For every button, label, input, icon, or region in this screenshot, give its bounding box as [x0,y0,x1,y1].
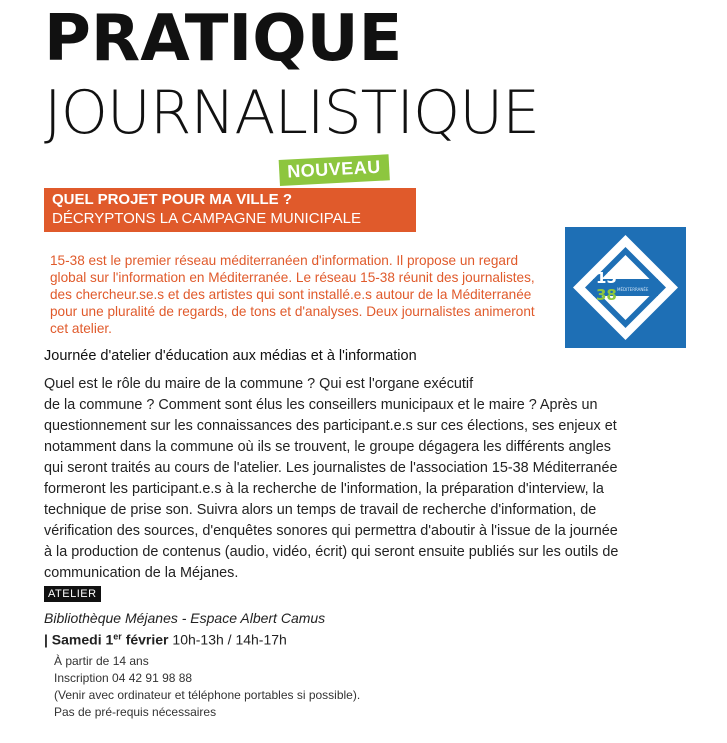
body-line: communication de la Méjanes. [44,565,239,581]
date-suffix: er [113,631,122,641]
body-line: notamment dans la commune où ils se trouvent, le groupe dégagera les différents angles [44,439,611,455]
description-body [44,374,704,584]
body-line: questionnement sur les connaissances des participant.e.s sur ces élections, ses enjeux et [44,418,617,434]
logo-number-15: 15 [596,269,617,287]
body-line: de la commune ? Comment sont élus les conseillers municipaux et le maire ? Après un [44,397,598,413]
detail-age: À partir de 14 ans [54,654,149,668]
date-month: février [121,631,169,648]
new-badge: NOUVEAU [279,154,390,186]
category-tag: ATELIER [44,586,101,602]
page-title-line2: JOURNALISTIQUE [44,78,540,148]
logo-15-38-icon [565,227,686,348]
intro-text: 15-38 est le premier réseau méditerranéen d'information. Il propose un regard global sur l'information en Méditerranée. Le réseau 15-38 réunit des journalistes, des chercheur.se.s et des artistes qui sont installé.e.s autour de la Méditerranée pour une pluralité de regards, de tons et d'analyses. Deux journalistes animeront cet atelier. [50,253,535,336]
banner-subtitle: DÉCRYPTONS LA CAMPAGNE MUNICIPALE [52,210,361,227]
event-date [44,631,287,648]
page-title-line1: PRATIQUE [44,2,403,76]
logo-number-38: 38 [596,286,617,304]
banner-title: QUEL PROJET POUR MA VILLE ? [52,191,293,208]
event-location: Bibliothèque Méjanes - Espace Albert Camus [44,610,326,626]
section-subheading: Journée d'atelier d'éducation aux médias et à l'information [44,348,417,364]
body-line: à la production de contenus (audio, vidéo, écrit) qui seront ensuite publiés sur les outils de [44,544,619,560]
date-hours: 10h-13h / 14h-17h [168,631,287,648]
detail-registration: Inscription 04 42 91 98 88 [54,671,193,685]
event-details [54,653,360,721]
body-line: technique de prise son. Suivra alors un temps de travail de recherche d'information, de [44,502,597,518]
detail-prerequisites: Pas de pré-requis nécessaires [54,705,217,719]
date-day: | Samedi 1 [44,631,114,648]
logo-graphic [565,227,686,348]
body-line: qui seront traités au cours de l'atelier. Les journalistes de l'association 15-38 Méditerranée [44,460,618,476]
detail-equipment: (Venir avec ordinateur et téléphone portables si possible). [54,688,361,702]
body-line: vérification des sources, d'enquêtes sonores qui permettra d'aboutir à l'issue de la journée [44,523,618,539]
body-line: Quel est le rôle du maire de la commune ? Qui est l'organe exécutif [44,376,474,392]
event-banner [44,188,416,232]
logo-tagline: MÉDITERRANÉE [617,287,649,292]
body-line: formeront les participant.e.s à la recherche de l'information, la préparation d'interview, la [44,481,604,497]
